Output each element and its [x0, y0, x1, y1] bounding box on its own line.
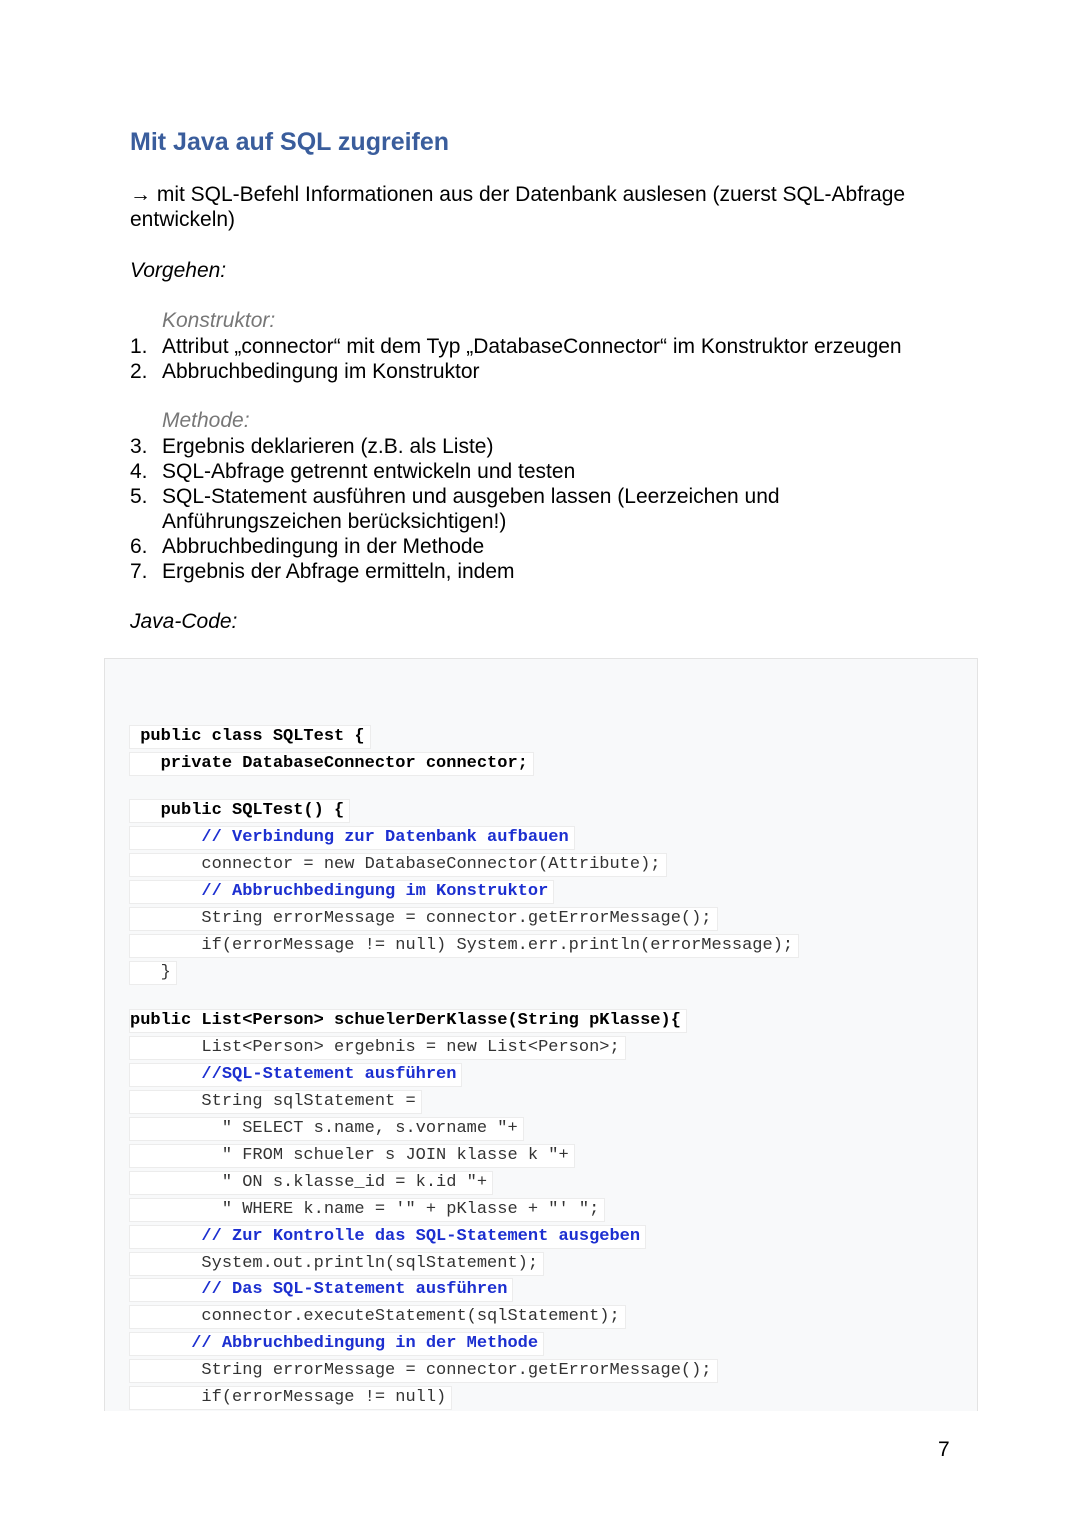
code-comment: //SQL-Statement ausführen [129, 1063, 462, 1087]
code-line: String errorMessage = connector.getErrorMessage(); [129, 1359, 718, 1383]
code-line: private DatabaseConnector connector; [129, 752, 534, 776]
code-comment: // Zur Kontrolle das SQL-Statement ausgeben [129, 1225, 646, 1249]
code-line: connector = new DatabaseConnector(Attribute); [129, 853, 667, 877]
code-line: System.out.println(sqlStatement); [129, 1252, 544, 1276]
code-line: if(errorMessage != null) [129, 1386, 452, 1410]
code-line: String sqlStatement = [129, 1090, 422, 1114]
code-line: public class SQLTest { [129, 725, 371, 749]
intro-text: → mit SQL-Befehl Informationen aus der Datenbank auslesen (zuerst SQL-Abfrage entwickeln) [130, 183, 906, 231]
code-line: " WHERE k.name = '" + pKlasse + "' "; [129, 1198, 605, 1222]
code-line: if(errorMessage != null) System.err.println(errorMessage); [129, 934, 799, 958]
code-line: public SQLTest() { [129, 799, 350, 823]
methode-label: Methode: [162, 409, 250, 432]
list-item: 7. Ergebnis der Abfrage ermitteln, indem [130, 560, 515, 583]
konstruktor-label: Konstruktor: [162, 309, 276, 332]
code-comment: // Abbruchbedingung in der Methode [129, 1332, 544, 1356]
code-line: } [129, 961, 177, 985]
code-line: " FROM schueler s JOIN klasse k "+ [129, 1144, 575, 1168]
code-line: String errorMessage = connector.getErrorMessage(); [129, 907, 718, 931]
code-line: List<Person> ergebnis = new List<Person>; [129, 1036, 626, 1060]
page-number: 7 [938, 1438, 950, 1461]
code-comment: // Abbruchbedingung im Konstruktor [129, 880, 554, 904]
code-comment: // Verbindung zur Datenbank aufbauen [129, 826, 575, 850]
code-line: " ON s.klasse_id = k.id "+ [129, 1171, 493, 1195]
list-item: 1. Attribut „connector“ mit dem Typ „DatabaseConnector“ im Konstruktor erzeugen [130, 335, 902, 358]
konstruktor-steps [130, 334, 960, 384]
java-code-label: Java-Code: [130, 610, 238, 633]
vorgehen-label: Vorgehen: [130, 259, 227, 282]
code-comment: // Das SQL-Statement ausführen [129, 1278, 513, 1302]
list-item: 3. Ergebnis deklarieren (z.B. als Liste) [130, 435, 494, 458]
list-item: 6. Abbruchbedingung in der Methode [130, 535, 485, 558]
code-line: public List<Person> schuelerDerKlasse(String pKlasse){ [129, 1009, 687, 1033]
list-item: 5. SQL-Statement ausführen und ausgeben lassen (Leerzeichen und Anführungszeichen berücksichtigen!) [130, 485, 780, 533]
methode-steps [130, 434, 960, 584]
list-item: 2. Abbruchbedingung im Konstruktor [130, 360, 480, 383]
list-item: 4. SQL-Abfrage getrennt entwickeln und testen [130, 460, 576, 483]
page-title: Mit Java auf SQL zugreifen [130, 128, 450, 156]
code-line: " SELECT s.name, s.vorname "+ [129, 1117, 524, 1141]
code-line: connector.executeStatement(sqlStatement); [129, 1305, 626, 1329]
